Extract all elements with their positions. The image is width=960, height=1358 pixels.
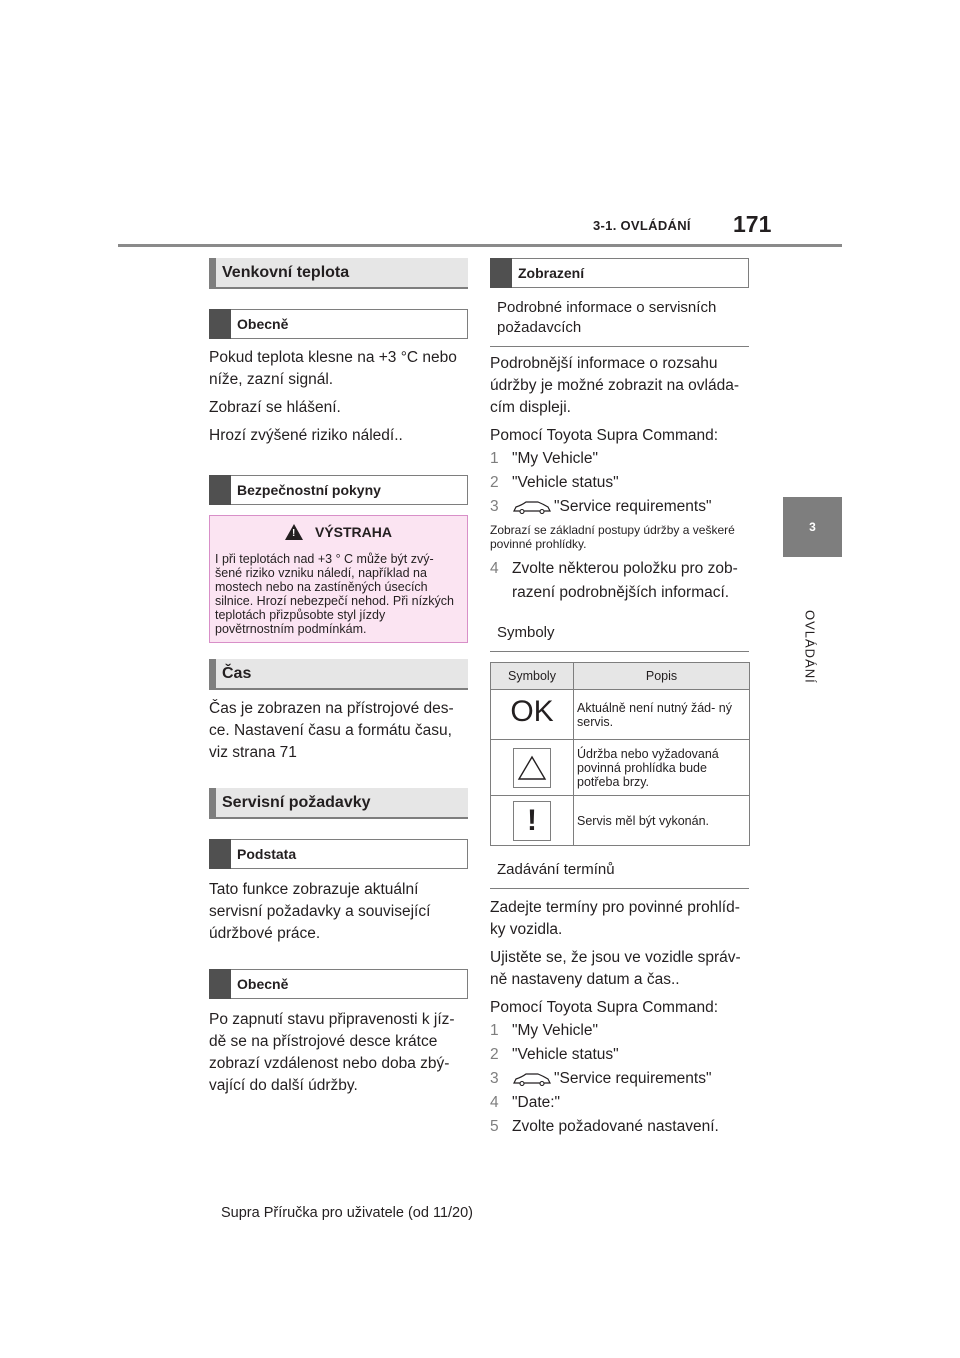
paragraph: Zadejte termíny pro povinné prohlíd- ky vozidla. — [490, 899, 740, 938]
paragraph: Pokud teplota klesne na +3 °C nebo níže, zazní signál. — [209, 349, 457, 388]
warning-text: I při teplotách nad +3 ° C může být zvý- šené riziko vzniku náledí, například na mostech nebo na zastíněných úsecích silnice. Hrozí nebezpečí nehod. Při nízkých teplotách přizpůsobte styl jízdy povětrnostním podmínkám. — [215, 552, 455, 636]
note-text: Zobrazí se základní postupy údržby a veškeré povinné prohlídky. — [490, 523, 735, 551]
heading-podrobne-informace: Podrobné informace o servisních požadavcích — [490, 290, 749, 347]
subheading-bezpecnostni-pokyny: Bezpečnostní pokyny — [209, 475, 468, 505]
table-header-row — [491, 663, 750, 690]
table-header: Popis — [574, 663, 750, 690]
paragraph: Zobrazí se hlášení. — [209, 399, 341, 416]
paragraph: Ujistěte se, že jsou ve vozidle správ- ně nastaveny datum a čas.. — [490, 949, 741, 988]
chapter-number: 3 — [809, 520, 816, 534]
symbol-cell — [491, 740, 574, 796]
step-item — [490, 471, 749, 495]
subheading-zobrazeni: Zobrazení — [490, 258, 749, 288]
heading-servisni-pozadavky: Servisní požadavky — [209, 788, 468, 819]
paragraph: Čas je zobrazen na přístrojové des- ce. Nastavení času a formátu času, viz strana 71 — [209, 700, 454, 761]
description-cell: Aktuálně není nutný žád- ný servis. — [574, 690, 750, 740]
step-number: 3 — [490, 1070, 499, 1087]
step-number: 4 — [490, 560, 499, 577]
left-column — [209, 258, 468, 1097]
table-row — [491, 740, 750, 796]
steps-list — [490, 1019, 749, 1139]
step-text: Zvolte některou položku pro zob- razení podrobnějších informací. — [512, 560, 738, 601]
step-item — [490, 495, 749, 519]
warning-title: VÝSTRAHA — [314, 524, 392, 540]
symbols-table — [490, 662, 750, 846]
step-number: 2 — [490, 474, 499, 491]
symbol-cell — [491, 690, 574, 740]
ok-symbol: OK — [510, 695, 554, 728]
step-item — [490, 1043, 749, 1067]
step-number: 3 — [490, 498, 499, 515]
subheading-obecne: Obecně — [209, 969, 468, 999]
description-cell: Údržba nebo vyžadovaná povinná prohlídka bude potřeba brzy. — [574, 740, 750, 796]
warning-icon — [285, 524, 303, 540]
header-rule — [118, 244, 842, 247]
table-row — [491, 690, 750, 740]
step-item — [490, 1115, 749, 1139]
right-column — [490, 258, 749, 1139]
step-item — [490, 557, 749, 605]
chapter-label-text: OVLÁDÁNÍ — [802, 610, 818, 684]
triangle-icon — [513, 748, 551, 788]
step-text: "Vehicle status" — [512, 474, 619, 491]
heading-symboly: Symboly — [490, 617, 749, 652]
steps-list — [490, 447, 749, 519]
table-header: Symboly — [491, 663, 574, 690]
car-icon — [512, 500, 552, 514]
step-number: 1 — [490, 1022, 499, 1039]
paragraph: Hrozí zvýšené riziko náledí.. — [209, 427, 403, 444]
warning-header — [210, 516, 467, 548]
section-title: 3-1. OVLÁDÁNÍ — [593, 218, 691, 233]
step-text: Zvolte požadované nastavení. — [512, 1118, 719, 1135]
footer-text: Supra Příručka pro uživatele (od 11/20) — [221, 1205, 474, 1221]
step-item — [490, 447, 749, 471]
step-number: 5 — [490, 1118, 499, 1135]
subheading-podstata: Podstata — [209, 839, 468, 869]
page-number: 171 — [733, 211, 772, 237]
step-text: "My Vehicle" — [512, 1022, 598, 1039]
heading-venkovni-teplota: Venkovní teplota — [209, 258, 468, 289]
step-item — [490, 1019, 749, 1043]
paragraph: Pomocí Toyota Supra Command: — [490, 999, 719, 1016]
paragraph: Pomocí Toyota Supra Command: — [490, 427, 719, 444]
exclamation-icon: ! — [513, 801, 551, 841]
step-text: "My Vehicle" — [512, 450, 598, 467]
subheading-obecne: Obecně — [209, 309, 468, 339]
step-text: "Service requirements" — [554, 1070, 712, 1087]
paragraph: Tato funkce zobrazuje aktuální servisní požadavky a související údržbové práce. — [209, 881, 431, 942]
symbol-cell — [491, 796, 574, 846]
step-number: 2 — [490, 1046, 499, 1063]
step-item — [490, 1067, 749, 1091]
chapter-label — [780, 610, 840, 730]
step-number: 4 — [490, 1094, 499, 1111]
step-item — [490, 1091, 749, 1115]
paragraph: Po zapnutí stavu připravenosti k jíz- dě se na přístrojové desce krátce zobrazí vzdálenost nebo doba zbý- vající do další údržby. — [209, 1011, 455, 1094]
heading-zadavani-terminu: Zadávání termínů — [490, 854, 749, 889]
step-text: "Date:" — [512, 1094, 561, 1111]
step-text: "Vehicle status" — [512, 1046, 619, 1063]
chapter-tab — [783, 497, 842, 557]
paragraph: Podrobnější informace o rozsahu údržby je možné zobrazit na ovláda- cím displeji. — [490, 355, 739, 416]
warning-box — [209, 515, 468, 643]
heading-cas: Čas — [209, 659, 468, 690]
step-number: 1 — [490, 450, 499, 467]
step-text: "Service requirements" — [554, 498, 712, 515]
table-row — [491, 796, 750, 846]
description-cell: Servis měl být vykonán. — [574, 796, 750, 846]
car-icon — [512, 1072, 552, 1086]
